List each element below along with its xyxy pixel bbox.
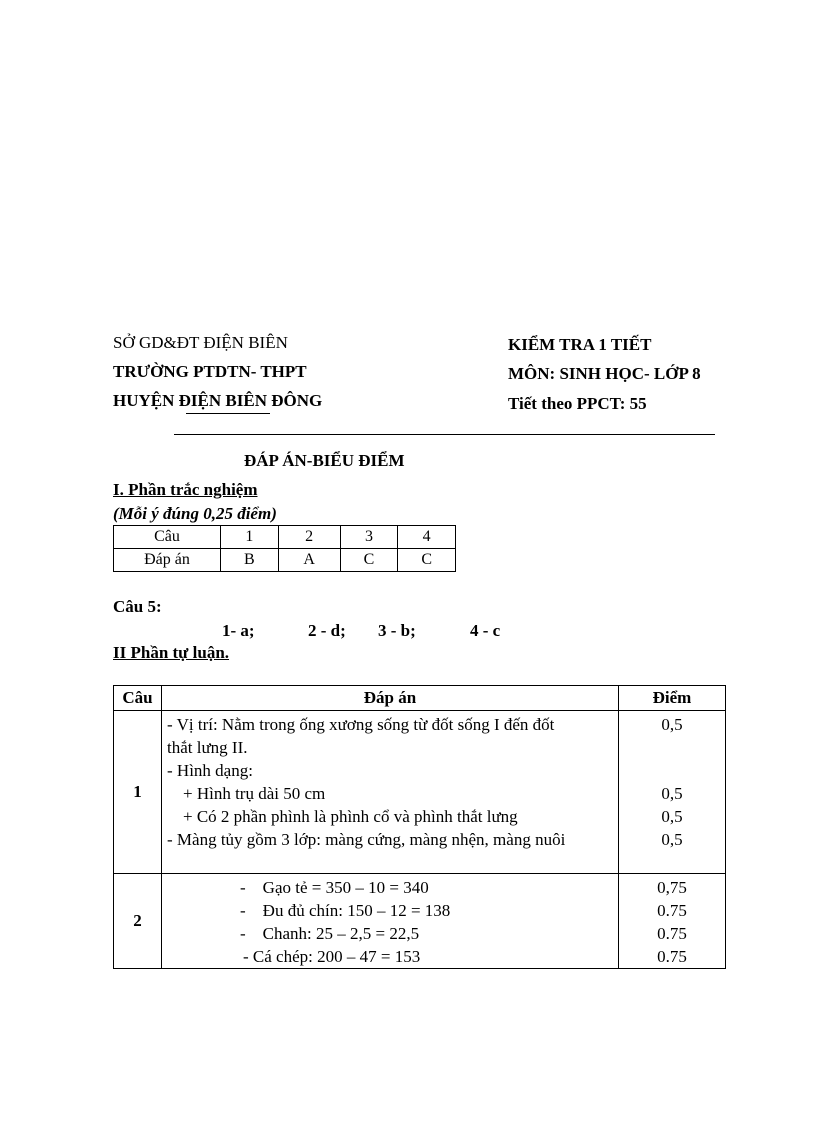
points-value: 0,5 (661, 830, 683, 849)
answer-content (162, 874, 619, 969)
row-label-question: Câu (114, 526, 221, 549)
cau5-match: 1- a; (222, 621, 255, 640)
points-value: 0.75 (657, 901, 687, 920)
answer-cell: C (398, 549, 456, 572)
table-row (114, 549, 456, 572)
answer-line: - Đu đủ chín: 150 – 12 = 138 (240, 901, 451, 920)
answer-line: + Hình trụ dài 50 cm (183, 784, 326, 803)
answer-text: Chanh: 25 – 2,5 = 22,5 (262, 924, 420, 943)
table-row (114, 711, 726, 874)
cau5-match: 3 - b; (378, 621, 416, 640)
section1-heading: I. Phần trắc nghiệm (113, 480, 258, 499)
answer-line: - Màng tủy gồm 3 lớp: màng cứng, màng nhện, màng nuôi (167, 830, 566, 849)
cau5-label: Câu 5: (113, 597, 162, 616)
points-value: 0.75 (657, 947, 687, 966)
school-name: TRƯỜNG PTDTN- THPT (113, 362, 307, 381)
subject-grade: MÔN: SINH HỌC- LỚP 8 (508, 364, 701, 383)
header-dap-an: Đáp án (162, 686, 619, 711)
table-row (114, 874, 726, 969)
header-divider (174, 434, 715, 435)
answer-line: - Gạo tẻ = 350 – 10 = 340 (240, 878, 429, 897)
answer-line: thắt lưng II. (167, 738, 248, 757)
points-column (619, 711, 726, 874)
essay-table (113, 685, 726, 969)
question-cell: 3 (340, 526, 398, 549)
points-value: 0,75 (657, 878, 687, 897)
district-name-text: HUYỆN ĐIỆN BIÊN ĐÔNG (113, 391, 323, 410)
points-value: 0.75 (657, 924, 687, 943)
cau5-match: 4 - c (470, 621, 501, 640)
question-number: 2 (114, 874, 162, 969)
department-name: SỞ GD&ĐT ĐIỆN BIÊN (113, 333, 288, 352)
period-number: Tiết theo PPCT: 55 (508, 394, 647, 413)
row-label-answer: Đáp án (114, 549, 221, 572)
header-diem: Điểm (619, 686, 726, 711)
question-cell: 1 (221, 526, 279, 549)
section1-note: (Mỗi ý đúng 0,25 điểm) (113, 504, 277, 523)
question-cell: 2 (278, 526, 340, 549)
answer-text: Đu đủ chín: 150 – 12 = 138 (262, 901, 451, 920)
cau5-match: 2 - d; (308, 621, 346, 640)
answer-line: - Cá chép: 200 – 47 = 153 (243, 947, 421, 966)
exam-title: KIỂM TRA 1 TIẾT (508, 335, 652, 354)
answer-content (162, 711, 619, 874)
answer-line: - Chanh: 25 – 2,5 = 22,5 (240, 924, 420, 943)
table-header-row (114, 686, 726, 711)
answer-text: Gạo tẻ = 350 – 10 = 340 (262, 878, 429, 897)
points-value: 0,5 (661, 807, 683, 826)
points-value (619, 759, 725, 782)
answer-cell: A (278, 549, 340, 572)
page-title: ĐÁP ÁN-BIỂU ĐIỂM (244, 451, 405, 470)
multiple-choice-table (113, 525, 456, 572)
answer-line: + Có 2 phần phình là phình cổ và phình thắt lưng (183, 807, 518, 826)
district-name (113, 391, 322, 411)
points-value: 0,5 (661, 784, 683, 803)
points-value (619, 736, 725, 759)
answer-line: - Hình dạng: (167, 761, 253, 780)
header-cau: Câu (114, 686, 162, 711)
table-row (114, 526, 456, 549)
answer-cell: C (340, 549, 398, 572)
section2-heading: II Phần tự luận. (113, 643, 230, 662)
answer-cell: B (221, 549, 279, 572)
points-column (619, 874, 726, 969)
question-number: 1 (114, 711, 162, 874)
district-underline (186, 413, 270, 414)
answer-line: - Vị trí: Nằm trong ống xương sống từ đốt sống I đến đốt (167, 715, 555, 734)
question-cell: 4 (398, 526, 456, 549)
points-value: 0,5 (661, 715, 683, 734)
